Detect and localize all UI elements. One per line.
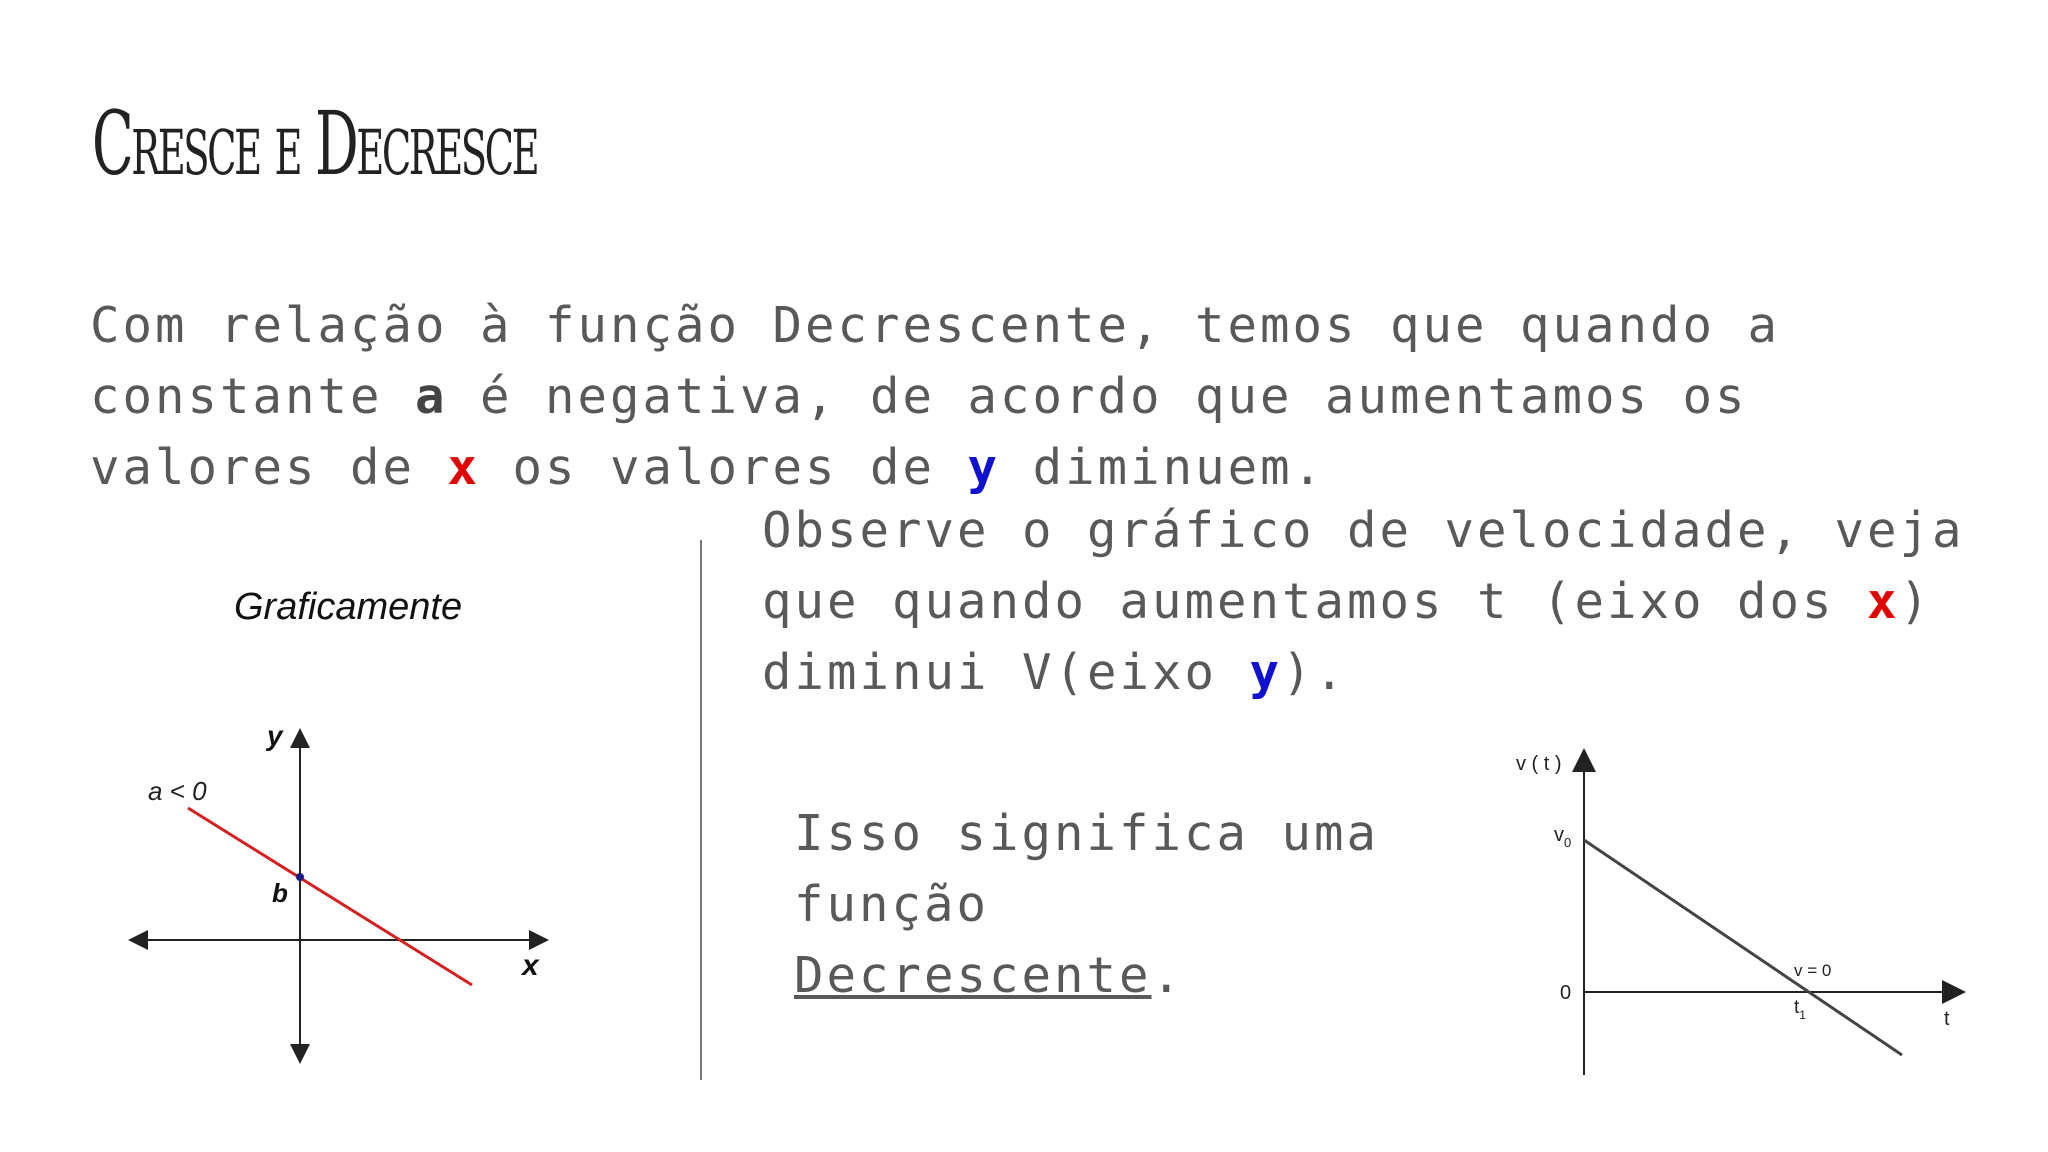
var-x: x — [1867, 573, 1900, 630]
decrescente-underlined: Decrescente — [794, 947, 1152, 1004]
vertical-divider — [700, 540, 702, 1080]
v0-label-main: v — [1554, 824, 1564, 846]
slide-title: Cresce e Decresce — [92, 92, 538, 195]
paragraph-conclusion — [794, 798, 1394, 1011]
paragraph-conclusion-text-2: . — [1151, 947, 1185, 1004]
intercept-label: b — [272, 878, 288, 908]
t1-label-sub: 1 — [1799, 1008, 1806, 1022]
velocity-line — [1584, 840, 1902, 1055]
paragraph-intro-text-4: diminuem. — [1000, 439, 1326, 496]
intercept-point — [296, 873, 304, 881]
paragraph-conclusion-text-1: Isso significa uma função — [794, 805, 1380, 933]
y-axis-label: y — [267, 720, 283, 751]
v0-label — [1554, 824, 1571, 850]
t1-label — [1794, 997, 1806, 1022]
paragraph-velocity-text-2: ) diminui V(eixo — [762, 573, 1933, 701]
velocity-graph — [1500, 740, 1980, 1080]
paragraph-velocity-text-1: Observe o gráfico de velocidade, veja que quando aumentamos t (eixo dos — [762, 502, 1965, 630]
t1-label-main: t — [1794, 997, 1800, 1018]
var-y: y — [1249, 644, 1283, 701]
v-axis-label: v ( t ) — [1516, 753, 1562, 775]
var-y: y — [967, 439, 1001, 496]
paragraph-intro-text-2: é negativa, de acordo que aumentamos os valores de — [90, 368, 1748, 496]
v-zero-label: v = 0 — [1794, 961, 1832, 980]
v0-label-sub: 0 — [1564, 835, 1572, 850]
x-axis-label: x — [522, 949, 539, 982]
constant-a: a — [415, 368, 448, 425]
decreasing-line-graph — [120, 720, 560, 1070]
paragraph-intro-text-1: Com relação à função Decrescente, temos que quando a constante — [90, 297, 1781, 425]
paragraph-intro-text-3: os valores de — [480, 439, 968, 496]
paragraph-intro — [90, 290, 1990, 503]
condition-label: a < 0 — [148, 776, 207, 806]
graficamente-label: Graficamente — [234, 586, 463, 628]
paragraph-velocity — [762, 495, 1992, 708]
t-axis-label: t — [1944, 1008, 1950, 1030]
decreasing-line — [188, 808, 472, 985]
paragraph-velocity-text-3: ). — [1282, 644, 1348, 701]
var-x: x — [447, 439, 481, 496]
zero-label: 0 — [1560, 982, 1572, 1004]
